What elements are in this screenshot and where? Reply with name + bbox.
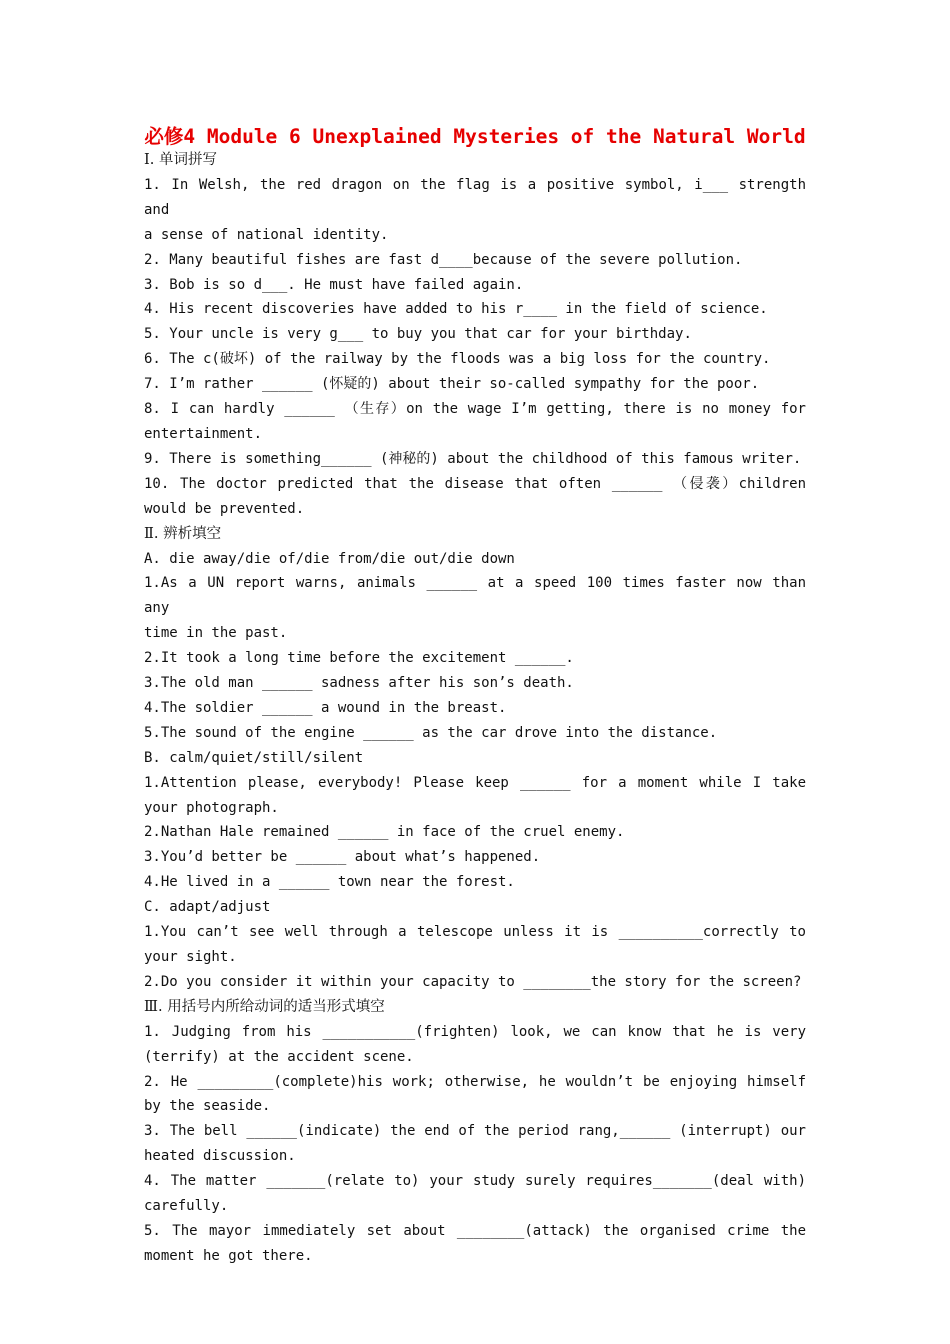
exercise-line: 2. He _________(complete)his work; otherwise, he wouldn’t be enjoying himself <box>144 1073 806 1090</box>
exercise-line: 1.You can’t see well through a telescope unless it is __________correctly to <box>144 924 806 941</box>
exercise-line: 2. Many beautiful fishes are fast d____because of the severe pollution. <box>144 251 743 268</box>
worksheet-page <box>144 124 806 1269</box>
exercise-line: C. adapt/adjust <box>144 899 271 916</box>
section-heading: Ⅱ. 辨析填空 <box>144 525 222 542</box>
exercise-line: 1.Attention please, everybody! Please keep ______ for a moment while I take <box>144 774 806 791</box>
exercise-line: 2.Nathan Hale remained ______ in face of the cruel enemy. <box>144 824 625 841</box>
exercise-line: 1.As a UN report warns, animals ______ at a speed 100 times faster now than any <box>144 575 806 617</box>
exercise-line: by the seaside. <box>144 1098 271 1115</box>
exercise-line: 1. In Welsh, the red dragon on the flag is a positive symbol, i___ strength and <box>144 176 806 218</box>
exercise-line: B. calm/quiet/still/silent <box>144 749 364 766</box>
exercise-line: entertainment. <box>144 425 263 442</box>
exercise-line: 2.It took a long time before the excitement ______. <box>144 650 574 667</box>
section-heading: Ⅲ. 用括号内所给动词的适当形式填空 <box>144 998 385 1015</box>
section-spelling <box>144 148 806 522</box>
section-distinction <box>144 522 806 995</box>
exercise-line: 7. I’m rather ______ (怀疑的) about their so-called sympathy for the poor. <box>144 376 760 393</box>
exercise-line: 10. The doctor predicted that the disease that often ______ （侵袭）children <box>144 475 806 492</box>
exercise-line: 1. Judging from his ___________(frighten) look, we can know that he is very <box>144 1023 806 1040</box>
exercise-line: 4. The matter _______(relate to) your study surely requires_______(deal with) <box>144 1173 806 1190</box>
exercise-line: A. die away/die of/die from/die out/die down <box>144 550 515 567</box>
exercise-line: 4.He lived in a ______ town near the forest. <box>144 874 515 891</box>
exercise-line: (terrify) at the accident scene. <box>144 1048 414 1065</box>
exercise-line: 9. There is something______ (神秘的) about the childhood of this famous writer. <box>144 450 802 467</box>
exercise-line: your photograph. <box>144 799 279 816</box>
exercise-line: 5.The sound of the engine ______ as the car drove into the distance. <box>144 724 718 741</box>
exercise-line: 5. Your uncle is very g___ to buy you that car for your birthday. <box>144 326 692 343</box>
exercise-line: 3. The bell ______(indicate) the end of the period rang,______ (interrupt) our <box>144 1123 806 1140</box>
exercise-line: moment he got there. <box>144 1247 313 1264</box>
exercise-line: your sight. <box>144 949 237 965</box>
exercise-line: time in the past. <box>144 625 288 642</box>
exercise-line: would be prevented. <box>144 500 305 517</box>
exercise-line: heated discussion. <box>144 1148 296 1165</box>
exercise-line: a sense of national identity. <box>144 226 389 243</box>
exercise-line: 3.The old man ______ sadness after his son’s death. <box>144 675 574 692</box>
section-heading: Ⅰ. 单词拼写 <box>144 152 217 168</box>
exercise-line: 8. I can hardly ______ （生存）on the wage I’m getting, there is no money for <box>144 401 806 418</box>
section-verb-forms <box>144 995 806 1269</box>
exercise-line: 6. The c(破坏) of the railway by the floods was a big loss for the country. <box>144 351 771 368</box>
exercise-line: carefully. <box>144 1198 229 1215</box>
document-title: 必修4 Module 6 Unexplained Mysteries of the Natural World <box>144 125 806 148</box>
exercise-line: 4. His recent discoveries have added to his r____ in the field of science. <box>144 301 768 318</box>
exercise-line: 3.You’d better be ______ about what’s happened. <box>144 849 541 866</box>
exercise-line: 5. The mayor immediately set about ________(attack) the organised crime the <box>144 1222 806 1239</box>
exercise-line: 3. Bob is so d___. He must have failed again. <box>144 276 524 293</box>
exercise-line: 2.Do you consider it within your capacity to ________the story for the screen? <box>144 973 802 990</box>
exercise-line: 4.The soldier ______ a wound in the breast. <box>144 699 507 716</box>
